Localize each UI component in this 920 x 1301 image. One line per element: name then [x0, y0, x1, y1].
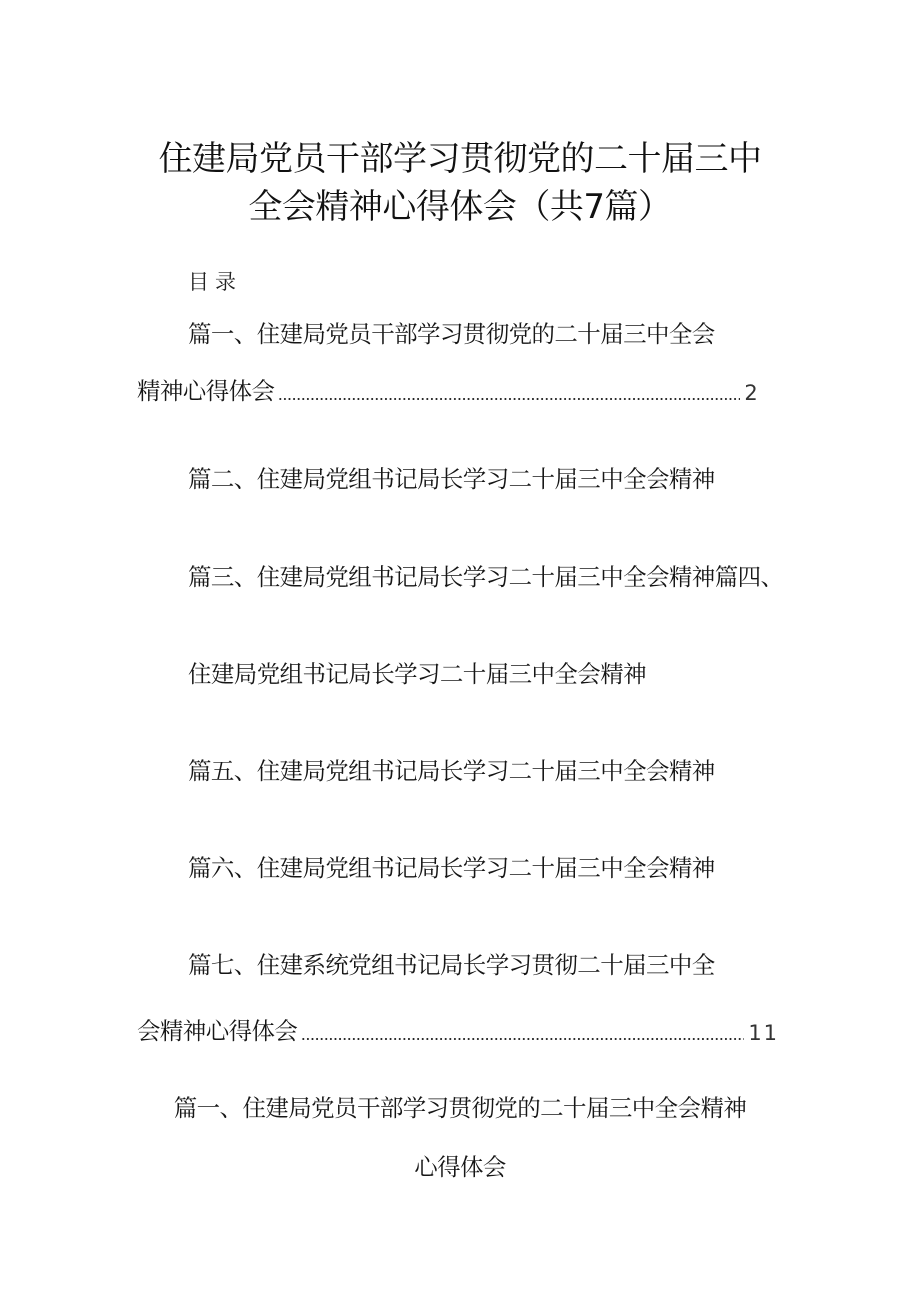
toc-entry-5[interactable]: 篇五、住建局党组书记局长学习二十届三中全会精神 [188, 757, 715, 785]
document-title-line-2: 全会精神心得体会（共7篇） [248, 187, 672, 227]
section-heading-line-2: 心得体会 [414, 1153, 506, 1181]
section-heading-line-1: 篇一、住建局党员干部学习贯彻党的二十届三中全会精神 [173, 1094, 747, 1122]
toc-heading: 目录 [188, 270, 242, 294]
toc-entry-7-line-1[interactable]: 篇七、住建系统党组书记局长学习贯彻二十届三中全 [188, 951, 715, 979]
toc-entry-1-text: 精神心得体会 [137, 377, 275, 405]
toc-entry-6[interactable]: 篇六、住建局党组书记局长学习二十届三中全会精神 [188, 854, 715, 882]
toc-entry-1-line-1[interactable]: 篇一、住建局党员干部学习贯彻党的二十届三中全会 [188, 320, 715, 348]
toc-entry-3-line-2[interactable]: 住建局党组书记局长学习二十届三中全会精神 [188, 660, 646, 688]
toc-entry-1-line-2[interactable] [137, 377, 760, 405]
document-title-line-1: 住建局党员干部学习贯彻党的二十届三中 [158, 139, 762, 179]
dot-leader [278, 397, 740, 401]
toc-entry-3-line-1[interactable]: 篇三、住建局党组书记局长学习二十届三中全会精神篇四、 [188, 563, 784, 591]
dot-leader [301, 1037, 744, 1041]
toc-entry-7-text: 会精神心得体会 [137, 1017, 298, 1045]
toc-entry-2[interactable]: 篇二、住建局党组书记局长学习二十届三中全会精神 [188, 465, 715, 493]
toc-entry-7-line-2[interactable] [137, 1017, 780, 1045]
toc-entry-7-page-number: 11 [748, 1020, 780, 1045]
toc-entry-1-page-number: 2 [744, 380, 760, 405]
